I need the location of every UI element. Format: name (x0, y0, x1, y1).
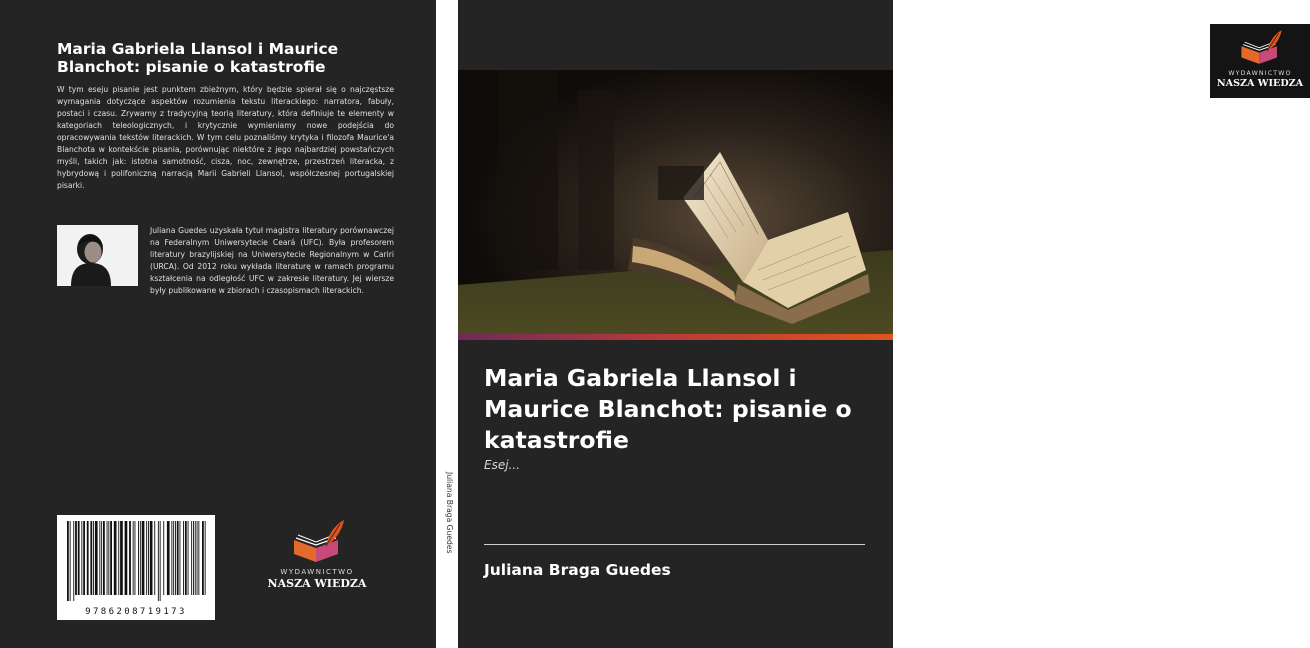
barcode-bar (129, 521, 131, 595)
open-old-book-image (458, 70, 893, 336)
spine (436, 0, 458, 648)
front-cover-author: Juliana Braga Guedes (484, 561, 671, 579)
front-cover (458, 0, 1304, 648)
barcode-bar (135, 521, 136, 595)
front-cover-subtitle: Esej... (484, 458, 520, 472)
barcode-bar (158, 521, 159, 601)
barcode-bar (154, 521, 155, 595)
barcode-bar (148, 521, 149, 595)
barcode-bar (125, 521, 128, 595)
barcode-bar (108, 521, 109, 595)
barcode-bar (70, 521, 71, 601)
barcode-bar (93, 521, 94, 595)
back-cover-title: Maria Gabriela Llansol i Maurice Blanchot: pisanie o katastrofie (57, 40, 339, 76)
barcode-bar (90, 521, 92, 595)
barcode-bar (191, 521, 192, 595)
barcode-bar (146, 521, 147, 595)
back-cover (0, 0, 436, 648)
barcode-bar (163, 521, 164, 595)
barcode-bar (95, 521, 98, 595)
barcode-bar (140, 521, 141, 595)
barcode-bar (171, 521, 172, 595)
barcode-bar (81, 521, 82, 595)
barcode-bar (198, 521, 199, 595)
barcode-bar (150, 521, 153, 595)
barcode-bar (167, 521, 170, 595)
barcode-bar (99, 521, 100, 595)
barcode-bar (160, 521, 161, 601)
barcode-bar (75, 521, 77, 595)
barcode-bar (138, 521, 139, 595)
publisher-name-line2: NASZA WIEDZA (1216, 78, 1304, 89)
publisher-name-line1: WYDAWNICTWO (1228, 70, 1292, 77)
barcode-bar (78, 521, 80, 595)
author-bio: Juliana Guedes uzyskała tytuł magistra literatury porównawczej na Federalnym Uniwersytecie Ceará (UFC). Była profesorem literatury brazylijskiej na Uniwersytecie Regionalnym w Cariri (URCA). Od 2012 roku wykłada literaturę w ramach programu kształcenia na odległość UFC w zakresie literatury. Jej wiersze były publikowane w zbiorach i czasopismach literackich. (150, 226, 394, 295)
barcode-bar (83, 521, 85, 595)
barcode-bar (73, 521, 74, 601)
book-feather-icon (286, 518, 348, 564)
barcode-bar (87, 521, 89, 595)
publisher-name-line1: WYDAWNICTWO (280, 568, 354, 576)
barcode-bar (188, 521, 189, 595)
barcode-bar (195, 521, 196, 595)
back-cover-blurb: W tym eseju pisanie jest punktem zbieżnym, który będzie spierał się o najczęstsze wymagania dotyczące aspektów rozumienia tekstu literackiego: narratora, fabuły, postaci i czasu. Zrywamy z tradycyjną teorią literatury, która definiuje te elementy w kategoriach teleologicznych, i krytycznie wymieniamy nowe podejścia do opracowywania tekstów literackich. W tym celu poznaliśmy krytyka i filozofa Maurice'a Blanchota w kontekście pisania, porównując niektóre z jego najbardziej powstańczych myśli, takich jak: istotna samotność, cisza, noc, zewnętrze, przestrzeń literacka, z hybrydową i polifoniczną narracją Marii Gabrieli Llansol, współczesnej portugalskiej pisarki. (57, 85, 394, 190)
barcode-bar (110, 521, 112, 595)
barcode-bar (120, 521, 123, 595)
accent-stripe (458, 334, 893, 340)
cover-art (458, 70, 893, 336)
barcode-bar (180, 521, 181, 595)
publisher-logo-back (258, 518, 376, 590)
barcode-bar (67, 521, 69, 601)
isbn-barcode (57, 515, 215, 620)
barcode-bar (193, 521, 194, 595)
barcode-bar (177, 521, 179, 595)
spine-author: Juliana Braga Guedes (445, 472, 454, 554)
barcode-bar (197, 521, 198, 595)
publisher-name-line2: NASZA WIEDZA (267, 577, 367, 590)
isbn-digits: 9786208719173 (85, 607, 187, 617)
barcode-bar (202, 521, 204, 595)
barcode-bar (101, 521, 102, 595)
author-photo (57, 225, 138, 286)
divider (484, 544, 865, 545)
barcode-bar (118, 521, 119, 595)
barcode-bar (114, 521, 117, 595)
barcode-bar (173, 521, 174, 595)
barcode-bar (103, 521, 105, 595)
barcode-bar (175, 521, 176, 595)
barcode-bar (185, 521, 187, 595)
book-feather-icon (1235, 28, 1285, 66)
front-cover-header (458, 0, 893, 70)
barcode-bar (205, 521, 206, 595)
front-cover-title: Maria Gabriela Llansol i Maurice Blanchot: pisanie o katastrofie (484, 364, 852, 454)
barcode-bar (183, 521, 184, 595)
publisher-logo-front (1210, 24, 1310, 98)
barcode-bar (142, 521, 145, 595)
barcode-bars (57, 515, 215, 605)
barcode-bar (107, 521, 108, 595)
author-portrait-image (57, 225, 138, 286)
barcode-bar (133, 521, 134, 595)
